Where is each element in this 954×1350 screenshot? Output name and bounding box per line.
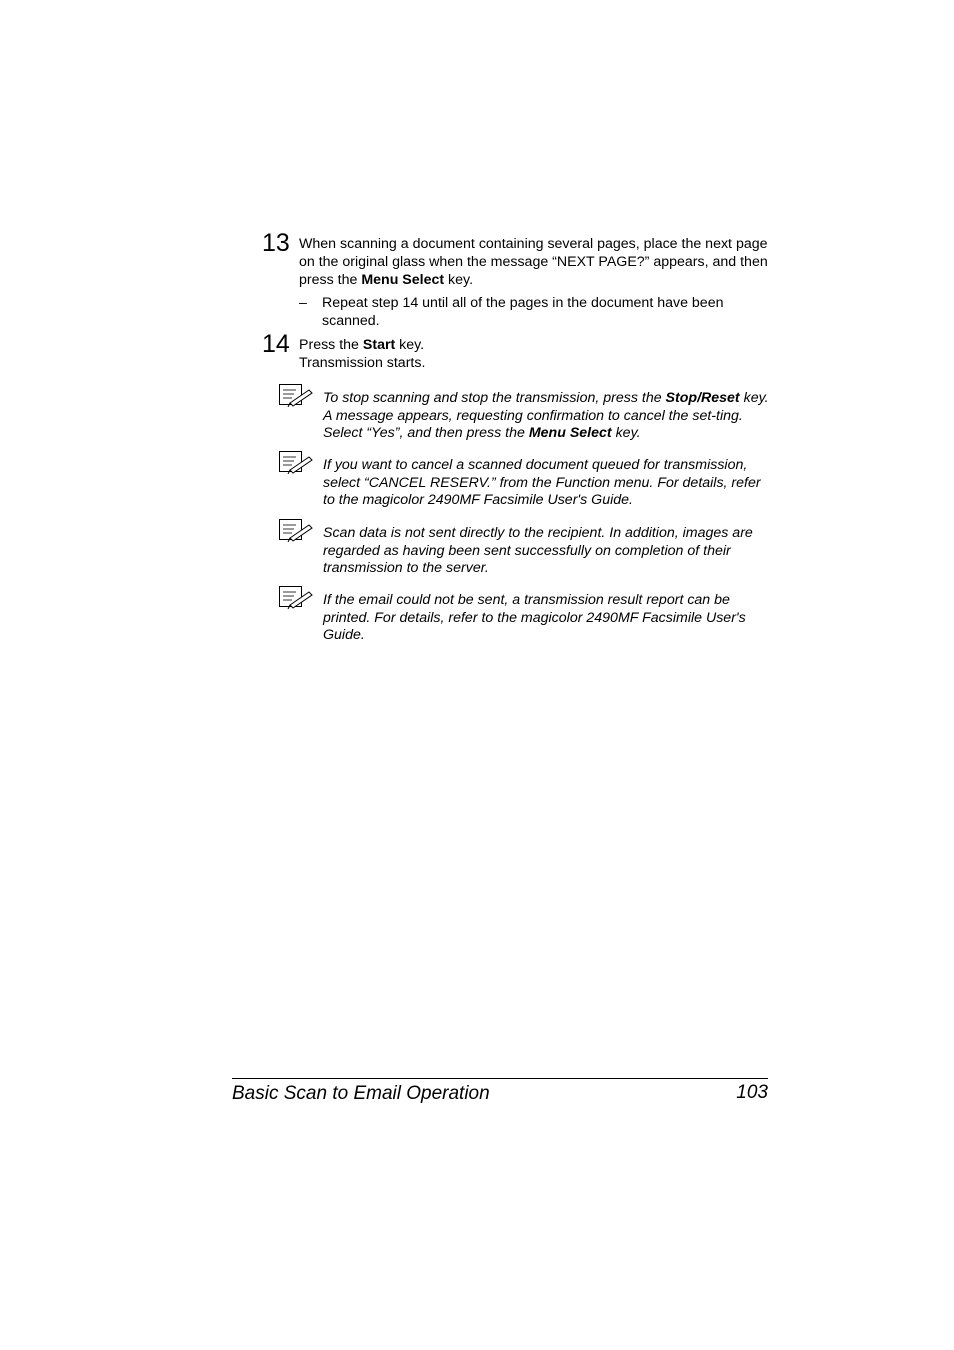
step-text: Press the Start key.: [299, 337, 425, 353]
page-number: 103: [736, 1082, 768, 1103]
note-pencil-icon: [278, 585, 314, 609]
footer-section-title: Basic Scan to Email Operation: [232, 1083, 490, 1104]
step-number: 14: [262, 330, 290, 358]
start-key: Start: [362, 337, 396, 353]
note-text: If the email could not be sent, a transmission result report can be printed. For details, refer to the magicolor 2490MF Facsimile User's Guide.: [323, 592, 746, 644]
note-pencil-icon: [278, 450, 314, 474]
step-number: 13: [262, 229, 290, 257]
menu-select-key: Menu Select: [528, 425, 612, 442]
menu-select-key: Menu Select: [361, 272, 445, 288]
note-pencil-icon: [278, 518, 314, 542]
step-instruction: [299, 336, 769, 372]
note-text: Scan data is not sent directly to the recipient. In addition, images are regarded as having been sent successfully on completion of their transmission to the server.: [323, 525, 753, 577]
step-result: Transmission starts.: [299, 355, 426, 371]
dash-bullet: –: [299, 295, 307, 311]
step-instruction: [299, 235, 769, 330]
note-text: If you want to cancel a scanned document queued for transmission, select “CANCEL RESERV.” from the Function menu. For details, refer to the magicolor 2490MF Facsimile User's Guide.: [323, 457, 761, 509]
note-pencil-icon: [278, 383, 314, 407]
note-text: To stop scanning and stop the transmission, press the Stop/Reset key. A message appears, requesting confirmation to cancel the set-ting. Select “Yes”, and then press the Menu Select key.: [323, 390, 769, 442]
stop-reset-key: Stop/Reset: [665, 390, 740, 406]
sub-step: [299, 295, 769, 330]
sub-step-text: Repeat step 14 until all of the pages in the document have been scanned.: [322, 295, 724, 329]
step-text: When scanning a document containing several pages, place the next page on the original glass when the message “NEXT PAGE?” appears, and then press the Menu Select key.: [299, 236, 768, 288]
footer-rule: [232, 1078, 768, 1079]
